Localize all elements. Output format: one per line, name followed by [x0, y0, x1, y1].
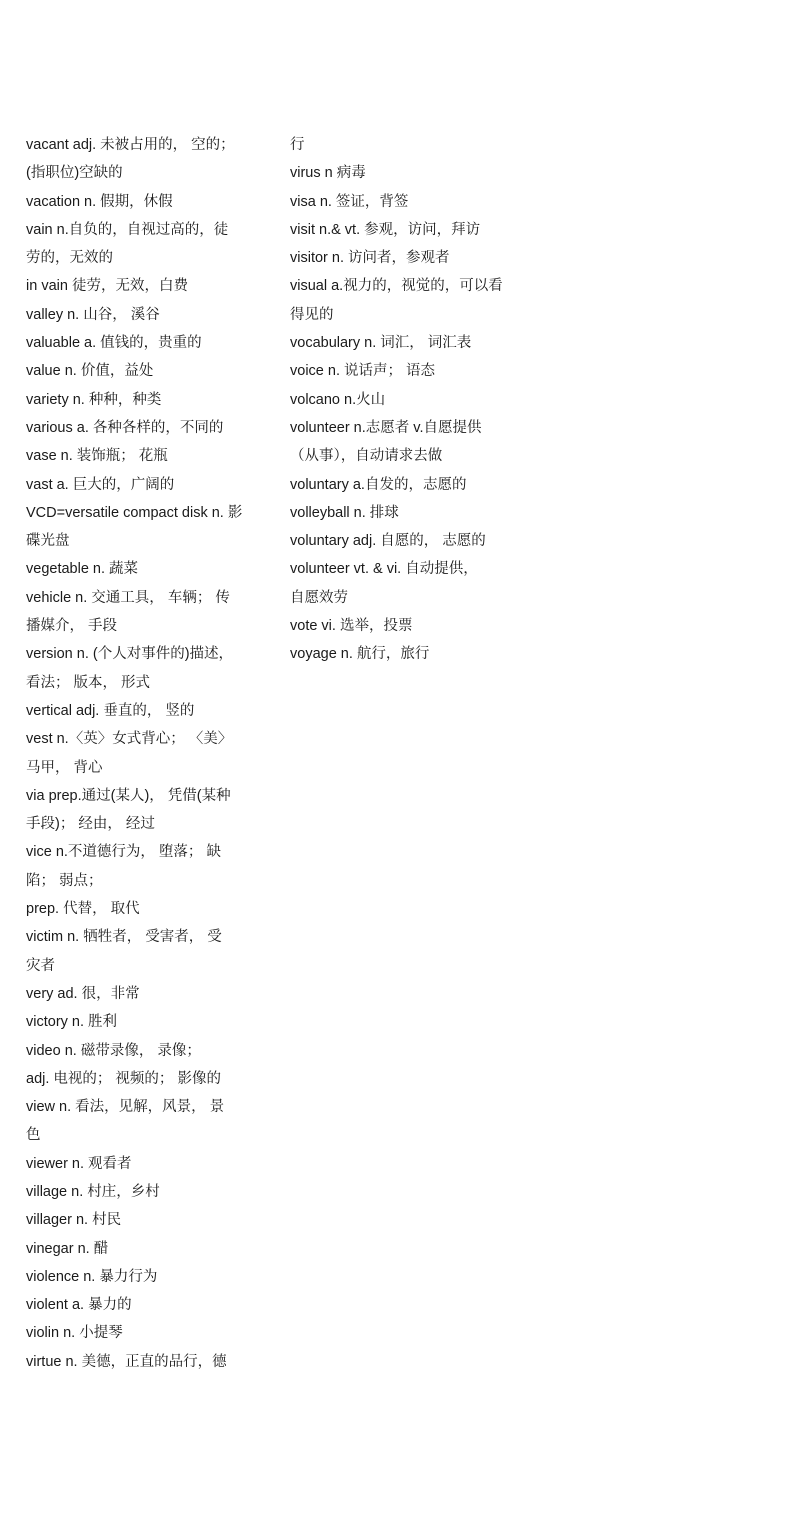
vocab-line: vacant adj. 未被占用的， 空的； — [26, 137, 235, 153]
vocab-line: voluntary adj. 自愿的， 志愿的 — [290, 533, 486, 550]
vocab-line: vice n.不道德行为， 堕落； 缺 — [26, 844, 221, 861]
vocab-line: 得见的 — [290, 306, 334, 323]
vocab-line: 自愿效劳 — [290, 589, 348, 606]
vocab-line: version n. (个人对事件的)描述， — [26, 646, 234, 663]
vocab-line: victory n. 胜利 — [26, 1014, 118, 1031]
vocab-line: （从事），自动请求去做 — [290, 448, 443, 465]
vocab-line: VCD=versatile compact disk n. 影 — [26, 504, 243, 521]
vocab-line: voice n. 说话声； 语态 — [290, 363, 436, 380]
vocab-line: visitor n. 访问者，参观者 — [290, 250, 450, 267]
vocab-line: vertical adj. 垂直的， 竖的 — [26, 702, 195, 719]
vocab-line: valley n. 山谷， 溪谷 — [26, 306, 160, 323]
vocab-line: violent a. 暴力的 — [26, 1297, 132, 1314]
vocab-line: villager n. 村民 — [26, 1212, 122, 1229]
vocab-line: 劳的，无效的 — [26, 250, 113, 267]
vocab-line: 手段)； 经由， 经过 — [26, 816, 155, 833]
vocab-line: visit n.& vt. 参观，访问，拜访 — [290, 221, 481, 238]
vocab-line: 色 — [26, 1127, 41, 1144]
vocab-line: 碟光盘 — [26, 533, 70, 550]
vocab-line: vain n.自负的，自视过高的，徒 — [26, 221, 229, 238]
vocab-line: vegetable n. 蔬菜 — [26, 561, 139, 578]
vocab-line: 看法； 版本， 形式 — [26, 674, 151, 691]
vocab-line: various a. 各种各样的，不同的 — [26, 419, 224, 436]
vocab-line: volcano n.火山 — [290, 391, 386, 408]
vocab-line: 马甲， 背心 — [26, 759, 103, 776]
left-column — [26, 131, 258, 1376]
vocab-line: visa n. 签证，背签 — [290, 193, 409, 210]
vocab-line: visual a.视力的，视觉的，可以看 — [290, 278, 503, 295]
vocab-line: viewer n. 观看者 — [26, 1155, 132, 1172]
vocab-line: via prep.通过(某人)， 凭借(某种 — [26, 787, 231, 804]
vocab-line: variety n. 种种，种类 — [26, 391, 162, 408]
vocab-line: virtue n. 美德，正直的品行，德 — [26, 1353, 227, 1370]
vocab-line: volunteer vt. & vi. 自动提供， — [290, 561, 478, 578]
right-column — [290, 131, 522, 669]
vocab-line: 播媒介， 手段 — [26, 618, 118, 635]
vocab-line: 灾者 — [26, 957, 55, 974]
vocab-line: vote vi. 选举，投票 — [290, 618, 413, 635]
vocab-line: very ad. 很，非常 — [26, 985, 140, 1002]
vocab-line: virus n 病毒 — [290, 165, 366, 182]
vocab-line: (指职位)空缺的 — [26, 165, 123, 182]
vocab-line: vocabulary n. 词汇， 词汇表 — [290, 335, 472, 352]
vocab-line: prep. 代替， 取代 — [26, 901, 140, 918]
vocab-line: victim n. 牺牲者， 受害者， 受 — [26, 929, 222, 946]
vocab-line: vehicle n. 交通工具， 车辆； 传 — [26, 589, 230, 606]
vocab-line: adj. 电视的； 视频的； 影像的 — [26, 1070, 221, 1087]
vocab-line: 行 — [290, 137, 305, 153]
vocab-line: voluntary a.自发的，志愿的 — [290, 476, 467, 493]
vocab-line: vase n. 装饰瓶； 花瓶 — [26, 448, 168, 465]
vocab-line: voyage n. 航行，旅行 — [290, 646, 430, 663]
vocab-line: volleyball n. 排球 — [290, 504, 399, 521]
vocab-line: in vain 徒劳，无效，白费 — [26, 278, 188, 295]
vocab-line: valuable a. 值钱的，贵重的 — [26, 335, 202, 352]
vocab-line: vinegar n. 醋 — [26, 1240, 109, 1257]
vocab-line: violin n. 小提琴 — [26, 1325, 123, 1342]
vocab-line: vast a. 巨大的，广阔的 — [26, 476, 175, 493]
vocab-line: vest n.〈英〉女式背心； 〈美〉 — [26, 731, 233, 748]
vocab-line: violence n. 暴力行为 — [26, 1268, 158, 1285]
vocab-line: video n. 磁带录像， 录像； — [26, 1042, 201, 1059]
vocab-line: value n. 价值，益处 — [26, 363, 154, 380]
vocab-line: 陷； 弱点； — [26, 872, 103, 889]
vocab-line: volunteer n.志愿者 v.自愿提供 — [290, 419, 482, 436]
vocab-line: view n. 看法，见解，风景， 景 — [26, 1099, 225, 1116]
vocab-line: vacation n. 假期，休假 — [26, 193, 173, 210]
vocab-line: village n. 村庄，乡村 — [26, 1183, 160, 1200]
